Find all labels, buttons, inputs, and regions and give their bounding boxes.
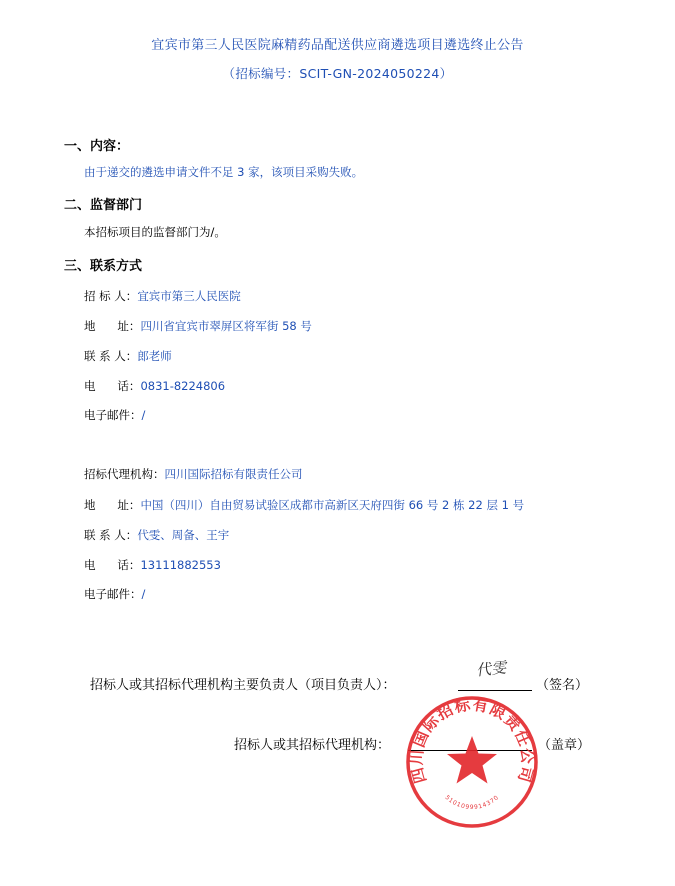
agency-contact-row (84, 524, 229, 543)
sign-note: （签名） (536, 678, 589, 693)
company-seal-stamp (402, 692, 542, 832)
agency-phone-row (84, 554, 221, 573)
document-title: 宜宾市第三人民医院麻精药品配送供应商遴选项目遴选终止公告 (151, 38, 524, 53)
agency-name-row (84, 463, 303, 482)
agency-stamp-label: 招标人或其招标代理机构： (234, 738, 391, 753)
agency-phone: 13111882553 (140, 558, 221, 572)
tenderer-phone: 0831-8224806 (140, 379, 226, 393)
section-supervision-text: 本招标项目的监督部门为/。 (84, 225, 226, 239)
section-contact-heading: 三、联系方式 (64, 259, 143, 274)
seal-star-icon (447, 736, 497, 784)
tenderer-address: 四川省宜宾市翠屏区将军街 58 号 (140, 319, 312, 333)
agency-phone-label: 电 话： (84, 558, 141, 572)
tenderer-address-label: 地 址： (84, 319, 141, 333)
tenderer-email-label: 电子邮件： (84, 408, 142, 422)
agency-address: 中国（四川）自由贸易试验区成都市高新区天府四街 66 号 2 栋 22 层 1 号 (140, 498, 525, 512)
tenderer-email: / (141, 408, 146, 422)
agency-email-label: 电子邮件： (84, 587, 142, 601)
svg-text:5101099914370 (444, 794, 501, 811)
section-supervision-heading: 二、监督部门 (64, 198, 143, 213)
handwritten-signature: 代雯 (475, 658, 507, 680)
agency-contact: 代雯、周备、王宇 (137, 528, 230, 542)
tenderer-contact-label: 联 系 人： (84, 349, 138, 363)
project-number: （招标编号：SCIT-GN-2024050224） (222, 66, 453, 81)
tenderer-address-row (84, 315, 312, 334)
tenderer-name: 宜宾市第三人民医院 (137, 289, 241, 303)
agency-name: 四川国际招标有限责任公司 (164, 467, 303, 481)
agency-address-label: 地 址： (84, 498, 141, 512)
tenderer-email-row (84, 404, 145, 423)
tenderer-contact: 郎老师 (137, 349, 172, 363)
seal-number: 5101099914370 (443, 793, 501, 812)
tenderer-phone-row (84, 375, 225, 394)
agency-address-row (84, 494, 524, 513)
responsible-person-label: 招标人或其招标代理机构主要负责人（项目负责人）： (90, 678, 396, 693)
tenderer-name-row (84, 285, 241, 304)
tenderer-phone-label: 电 话： (84, 379, 141, 393)
section-content-text: 由于递交的遴选申请文件不足 3 家，该项目采购失败。 (84, 165, 364, 179)
tenderer-name-label: 招 标 人： (84, 289, 138, 303)
agency-email: / (141, 587, 146, 601)
stamp-note: （盖章） (538, 738, 591, 753)
tenderer-contact-row (84, 345, 172, 364)
section-content-heading: 一、内容： (64, 139, 130, 154)
agency-email-row (84, 583, 145, 602)
signature-line (458, 690, 532, 691)
seal-company-text: 四川国际招标有限责任公司 (407, 695, 537, 786)
agency-name-label: 招标代理机构： (84, 467, 165, 481)
agency-contact-label: 联 系 人： (84, 528, 138, 542)
